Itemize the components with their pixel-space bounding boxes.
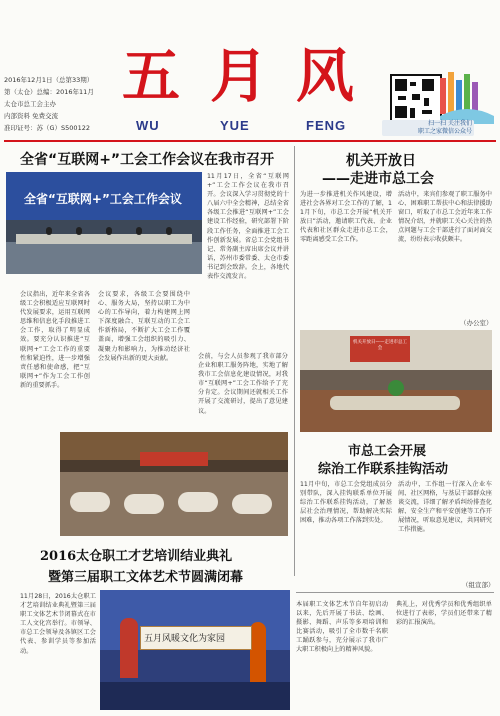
article-body: 典礼上，对优秀学员和优秀组织单位进行了表彰，学员们还带来了精彩的汇报演出。 [396,601,492,627]
wechat-badge [382,120,474,136]
issue-number: 第（太仓）总编：2016年11月 [4,88,94,96]
article-subheadline: 暨第三届职工文体艺术节圆满闭幕 [48,570,244,585]
masthead-title-char: 月 [210,42,269,110]
masthead-divider [4,140,496,142]
publisher: 太仓市总工会主办 [4,100,56,108]
article-headline: 市总工会开展 [348,444,427,459]
article-headline: 2016太仓职工才艺培训结业典礼 [40,549,233,564]
meeting-photo [6,172,202,274]
masthead-pinyin: WU [136,118,160,133]
open-day-photo [300,330,492,432]
article-body: 11月28日，2016太仓职工才艺培训结业典礼暨第三届职工文体艺术节闭幕式在市工人文化宫举行。市领导、市总工会领导及各镇区工会代表、参训学员等参加活动。 [20,593,96,655]
scroll-text: 五月风暖文化为家园 [144,634,226,644]
masthead-title-char: 风 [296,42,355,110]
screen-text: 机关开放日——走进市总工会 [353,340,407,351]
issue-date: 2016年12月1日（总第33期） [4,76,94,84]
badge-line: 职工之家微信公众号 [417,128,472,135]
article-body: 活动中，来宾们参观了职工服务中心、困难职工帮扶中心和法律援助窗口，听取了市总工会近年来工作情况介绍，并就职工关心关注的热点问题与工会干部进行了面对面交流，纷纷表示收获颇丰。 [398,191,492,244]
article-source: （办公室） [460,319,493,327]
article-body: 会前，与会人员参观了我市部分企业和职工服务阵地，实地了解我市工会信息化建设情况，对我市“互联网+”工会工作给予了充分肯定。会议期间还就相关工作开展了交流研讨，提出了意见建议。 [198,353,288,415]
article-body: 本届职工文体艺术节自年初启动以来，先后开展了书法、绘画、摄影、舞蹈、声乐等多项培训和比赛活动，吸引了全市数千名职工踊跃参与，充分展示了我市广大职工积极向上的精神风貌。 [296,601,388,654]
permit-number: 准印证号：苏（G）S500122 [4,124,90,132]
article-body: 会议指出，近年来全省各级工会积极适应互联网时代发展要求，运用互联网思维和信息化手段推进工会工作，取得了明显成效。要充分认识推进“互联网+”工会工作的重要性和紧迫性，进一步增强责任感和使命感，把“互联网+”作为工会工作创新的重要抓手。 [20,291,90,389]
ceremony-stage-photo [100,590,290,710]
circulation-note: 内部资料 免费交流 [4,112,59,120]
masthead-title-char: 五 [122,42,181,110]
photo-banner-text: 全省“互联网+”工会工作会议 [24,192,182,206]
masthead-pinyin: YUE [220,118,250,133]
article-body: 11月17日，全省“互联网+”工会工作会议在我市召开。会议深入学习贯彻党的十八届六中全会精神，总结全省各级工会推进“互联网+”工会建设工作经验，研究部署下阶段工作任务，全面推进工会工作创新发展。省总工会党组书记、常务副主席出席会议并讲话，苏州市委常委、太仓市委书记到会致辞。会上，各地代表作交流发言。 [207,173,289,281]
article-body: 11月中旬，市总工会党组成员分别带队，深入挂钩联系单位开展综治工作联系挂钩活动，了解基层社会治理情况，帮助解决实际困难，推动各项工作落到实处。 [300,481,392,525]
article-headline: 机关开放日 [346,153,416,169]
article-source: （组宣部） [462,581,495,589]
badge-line: 扫一扫 关注我们 [428,120,472,127]
masthead-pinyin: FENG [306,118,347,133]
section-divider [296,592,494,593]
article-subheadline: 综治工作联系挂钩活动 [318,462,449,477]
column-divider [294,146,295,576]
article-body: 活动中，工作组一行深入企业车间、社区网格，与基层干部群众座谈交流，详细了解矛盾纠纷排查化解、安全生产和平安创建等工作开展情况，听取意见建议，共同研究工作措施。 [398,481,492,534]
qr-code-icon [390,74,442,126]
article-headline: 全省“互联网+”工会工作会议在我市召开 [20,152,275,168]
article-subheadline: ——走进市总工会 [322,171,434,187]
emblem-icon [440,72,494,124]
ceremony-hall-photo [60,432,288,536]
article-body: 为进一步推进机关作风建设，增进社会各界对工会工作的了解，11月下旬，市总工会开展“机关开放日”活动，邀请职工代表、企业代表和社区群众走进市总工会，零距离感受工会工作。 [300,191,392,244]
article-body: 会议要求，各级工会要围绕中心、服务大局，坚持以职工为中心的工作导向，着力构建网上网下深度融合、互联互动的工会工作新格局，不断扩大工会工作覆盖面，增强工会组织的吸引力、凝聚力和影响力，为推动经济社会发展作出新的更大贡献。 [98,291,190,362]
